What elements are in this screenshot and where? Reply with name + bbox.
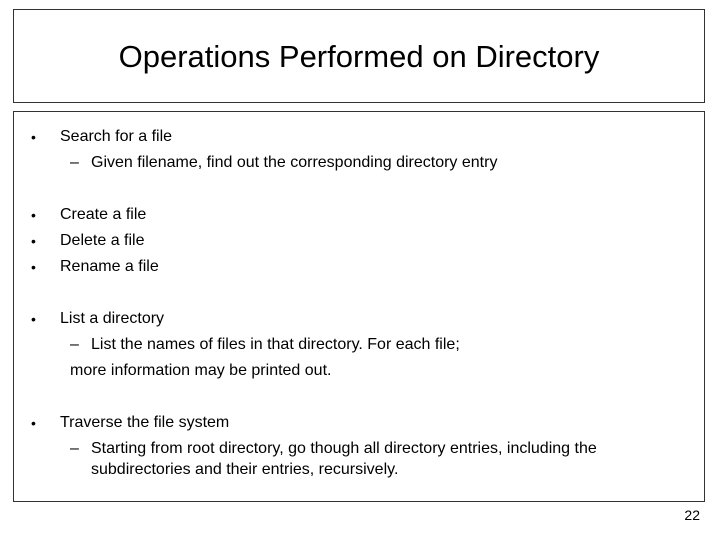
sub-item-traverse: Starting from root directory, go though all directory entries, including the [91, 440, 597, 457]
sub-item-list-continued: more information may be printed out. [70, 362, 332, 379]
bullet-marker: • [31, 129, 36, 145]
sub-dash-marker: – [70, 336, 79, 353]
sub-dash-marker: – [70, 154, 79, 171]
bullet-marker: • [31, 311, 36, 327]
title-box [13, 9, 705, 103]
bullet-item-rename: Rename a file [60, 258, 159, 275]
slide-title: Operations Performed on Directory [118, 38, 600, 74]
bullet-item-list: List a directory [60, 310, 165, 327]
bullet-marker: • [31, 233, 36, 249]
bullet-item-delete: Delete a file [60, 232, 145, 249]
sub-dash-marker: – [70, 440, 79, 457]
bullet-marker: • [31, 207, 36, 223]
bullet-marker: • [31, 415, 36, 431]
bullet-item-create: Create a file [60, 206, 147, 223]
sub-item-list: List the names of files in that directory. For each file; [91, 336, 460, 353]
page-number: 22 [684, 507, 700, 523]
sub-item-search: Given filename, find out the corresponding directory entry [91, 154, 498, 171]
bullet-item-traverse: Traverse the file system [60, 414, 230, 431]
sub-item-traverse-continued: subdirectories and their entries, recursively. [91, 461, 399, 478]
bullet-marker: • [31, 259, 36, 275]
bullet-item-search: Search for a file [60, 128, 173, 145]
